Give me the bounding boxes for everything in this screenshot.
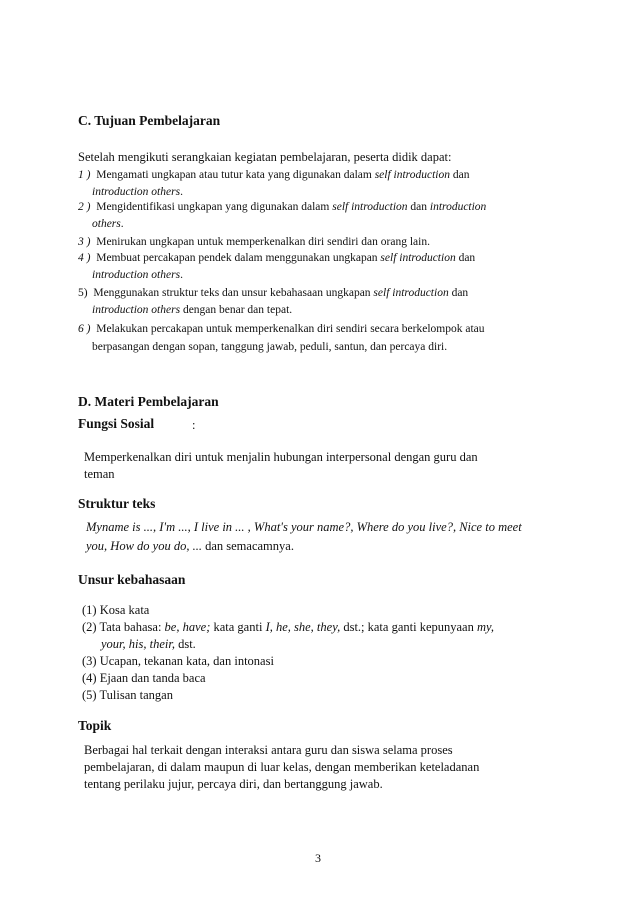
objective-item: 1 ) Mengamati ungkapan atau tutur kata yang digunakan dalam self introduction dan xyxy=(78,169,470,181)
unsur-item-cont: your, his, their, dst. xyxy=(101,637,196,651)
objective-item-cont: others. xyxy=(92,218,124,230)
topik-line: tentang perilaku jujur, percaya diri, dan bertanggung jawab. xyxy=(84,777,383,791)
fungsi-sosial-text-cont: teman xyxy=(84,467,115,481)
struktur-teks-line: you, How do you do, ... dan semacamnya. xyxy=(86,539,294,553)
topik-label: Topik xyxy=(78,718,112,733)
topik-line: Berbagai hal terkait dengan interaksi antara guru dan siswa selama proses xyxy=(84,743,453,757)
objective-item-cont: introduction others dengan benar dan tepat. xyxy=(92,304,293,316)
section-d-title: D. Materi Pembelajaran xyxy=(78,394,219,409)
fungsi-sosial-text: Memperkenalkan diri untuk menjalin hubungan interpersonal dengan guru dan xyxy=(84,450,478,464)
objective-item-cont: introduction others. xyxy=(92,186,183,198)
objective-item: 5) Menggunakan struktur teks dan unsur kebahasaan ungkapan self introduction dan xyxy=(78,287,469,299)
objective-item: 6 ) Melakukan percakapan untuk memperkenalkan diri sendiri secara berkelompok atau xyxy=(78,323,485,335)
unsur-item: (4) Ejaan dan tanda baca xyxy=(82,671,206,685)
unsur-item: (2) Tata bahasa: be, have; kata ganti I, he, she, they, dst.; kata ganti kepunyaan my, xyxy=(82,620,494,634)
fungsi-sosial-colon: : xyxy=(192,418,196,432)
objective-item: 2 ) Mengidentifikasi ungkapan yang digunakan dalam self introduction dan introduction xyxy=(78,201,487,213)
unsur-item: (3) Ucapan, tekanan kata, dan intonasi xyxy=(82,654,274,668)
section-c-title: C. Tujuan Pembelajaran xyxy=(78,113,221,128)
topik-line: pembelajaran, di dalam maupun di luar kelas, dengan memberikan keteladanan xyxy=(84,760,480,774)
struktur-teks-label: Struktur teks xyxy=(78,496,156,511)
objective-item-cont: introduction others. xyxy=(92,269,183,281)
objective-item: 3 ) Menirukan ungkapan untuk memperkenalkan diri sendiri dan orang lain. xyxy=(78,236,430,248)
objective-item: 4 ) Membuat percakapan pendek dalam menggunakan ungkapan self introduction dan xyxy=(78,252,476,264)
struktur-teks-line: Myname is ..., I'm ..., I live in ... , What's your name?, Where do you live?, Nice to meet xyxy=(86,520,522,534)
objective-item-cont: berpasangan dengan sopan, tanggung jawab, peduli, santun, dan percaya diri. xyxy=(92,341,448,353)
fungsi-sosial-label: Fungsi Sosial xyxy=(78,416,155,431)
section-c-intro: Setelah mengikuti serangkaian kegiatan pembelajaran, peserta didik dapat: xyxy=(78,150,452,164)
unsur-item: (5) Tulisan tangan xyxy=(82,688,173,702)
page-number: 3 xyxy=(315,851,321,865)
unsur-kebahasaan-label: Unsur kebahasaan xyxy=(78,572,186,587)
unsur-item: (1) Kosa kata xyxy=(82,603,150,617)
